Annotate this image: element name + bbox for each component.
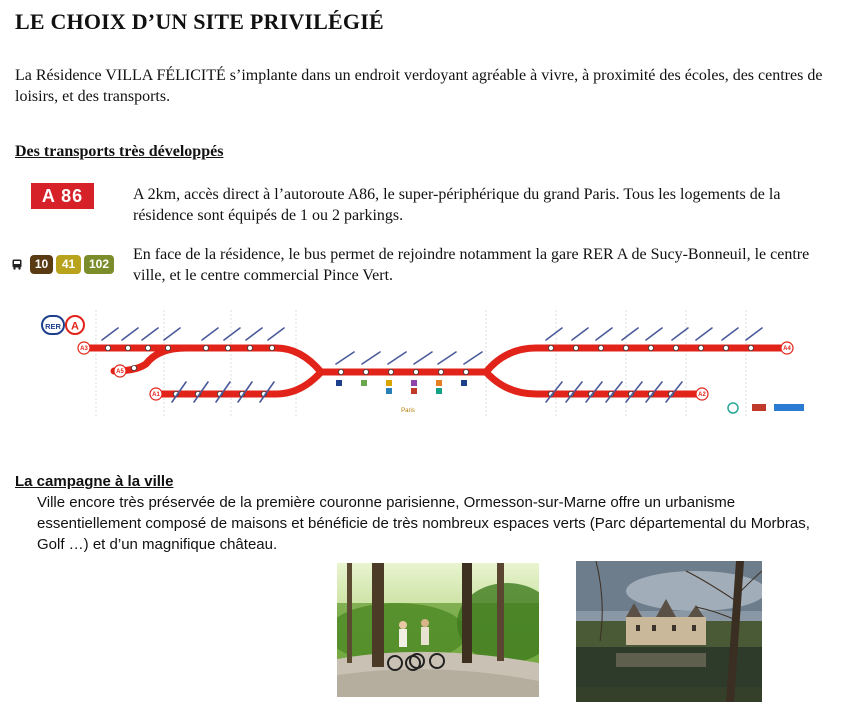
bus-line-102-badge: 102 xyxy=(84,255,114,274)
branch-a5-label: A5 xyxy=(116,369,124,375)
operator-logos xyxy=(728,403,804,413)
intro-paragraph: La Résidence VILLA FÉLICITÉ s’implante dans un endroit verdoyant agréable à vivre, à proximité des écoles, des centres de loisirs, et des transports. xyxy=(15,67,823,105)
page-title: LE CHOIX D’UN SITE PRIVILÉGIÉ xyxy=(15,9,384,34)
branch-a1-label: A1 xyxy=(152,392,160,398)
campagne-paragraph: Ville encore très préservée de la première couronne parisienne, Ormesson-sur-Marne offre un urbanisme essentiellement composé de maisons et bénéficie de très nombreux espaces verts (Parc départemental du Morbras, Golf …) et d’un magnifique château. xyxy=(37,494,810,553)
a86-badge: A 86 xyxy=(31,183,94,209)
connection-icons xyxy=(336,380,467,394)
bus-line-41-badge: 41 xyxy=(56,255,81,274)
campagne-heading: La campagne à la ville xyxy=(15,473,174,490)
rer-line-logo-text: A xyxy=(71,320,79,333)
bus-paragraph: En face de la résidence, le bus permet de rejoindre notamment la gare RER A de Sucy-Bonneuil, le centre ville, et le centre commercial Pince Vert. xyxy=(133,246,810,284)
bus-line-10-badge: 10 xyxy=(30,255,53,274)
branch-a4-label: A4 xyxy=(783,346,791,352)
a86-paragraph: A 2km, accès direct à l’autoroute A86, le super-périphérique du grand Paris. Tous les logements de la résidence sont équipés de 1 ou 2 parkings. xyxy=(133,186,781,224)
transport-heading: Des transports très développés xyxy=(15,143,224,160)
forest-cyclists-photo xyxy=(337,563,539,697)
rer-logo-text: RER xyxy=(45,322,61,331)
rer-a-map xyxy=(36,306,824,424)
branch-a3-label: A3 xyxy=(80,346,88,352)
chateau-pond-photo xyxy=(576,561,762,702)
rer-logo xyxy=(42,316,84,334)
paris-label: Paris xyxy=(401,408,415,414)
bus-icon xyxy=(12,259,22,270)
branch-a2-label: A2 xyxy=(698,392,706,398)
